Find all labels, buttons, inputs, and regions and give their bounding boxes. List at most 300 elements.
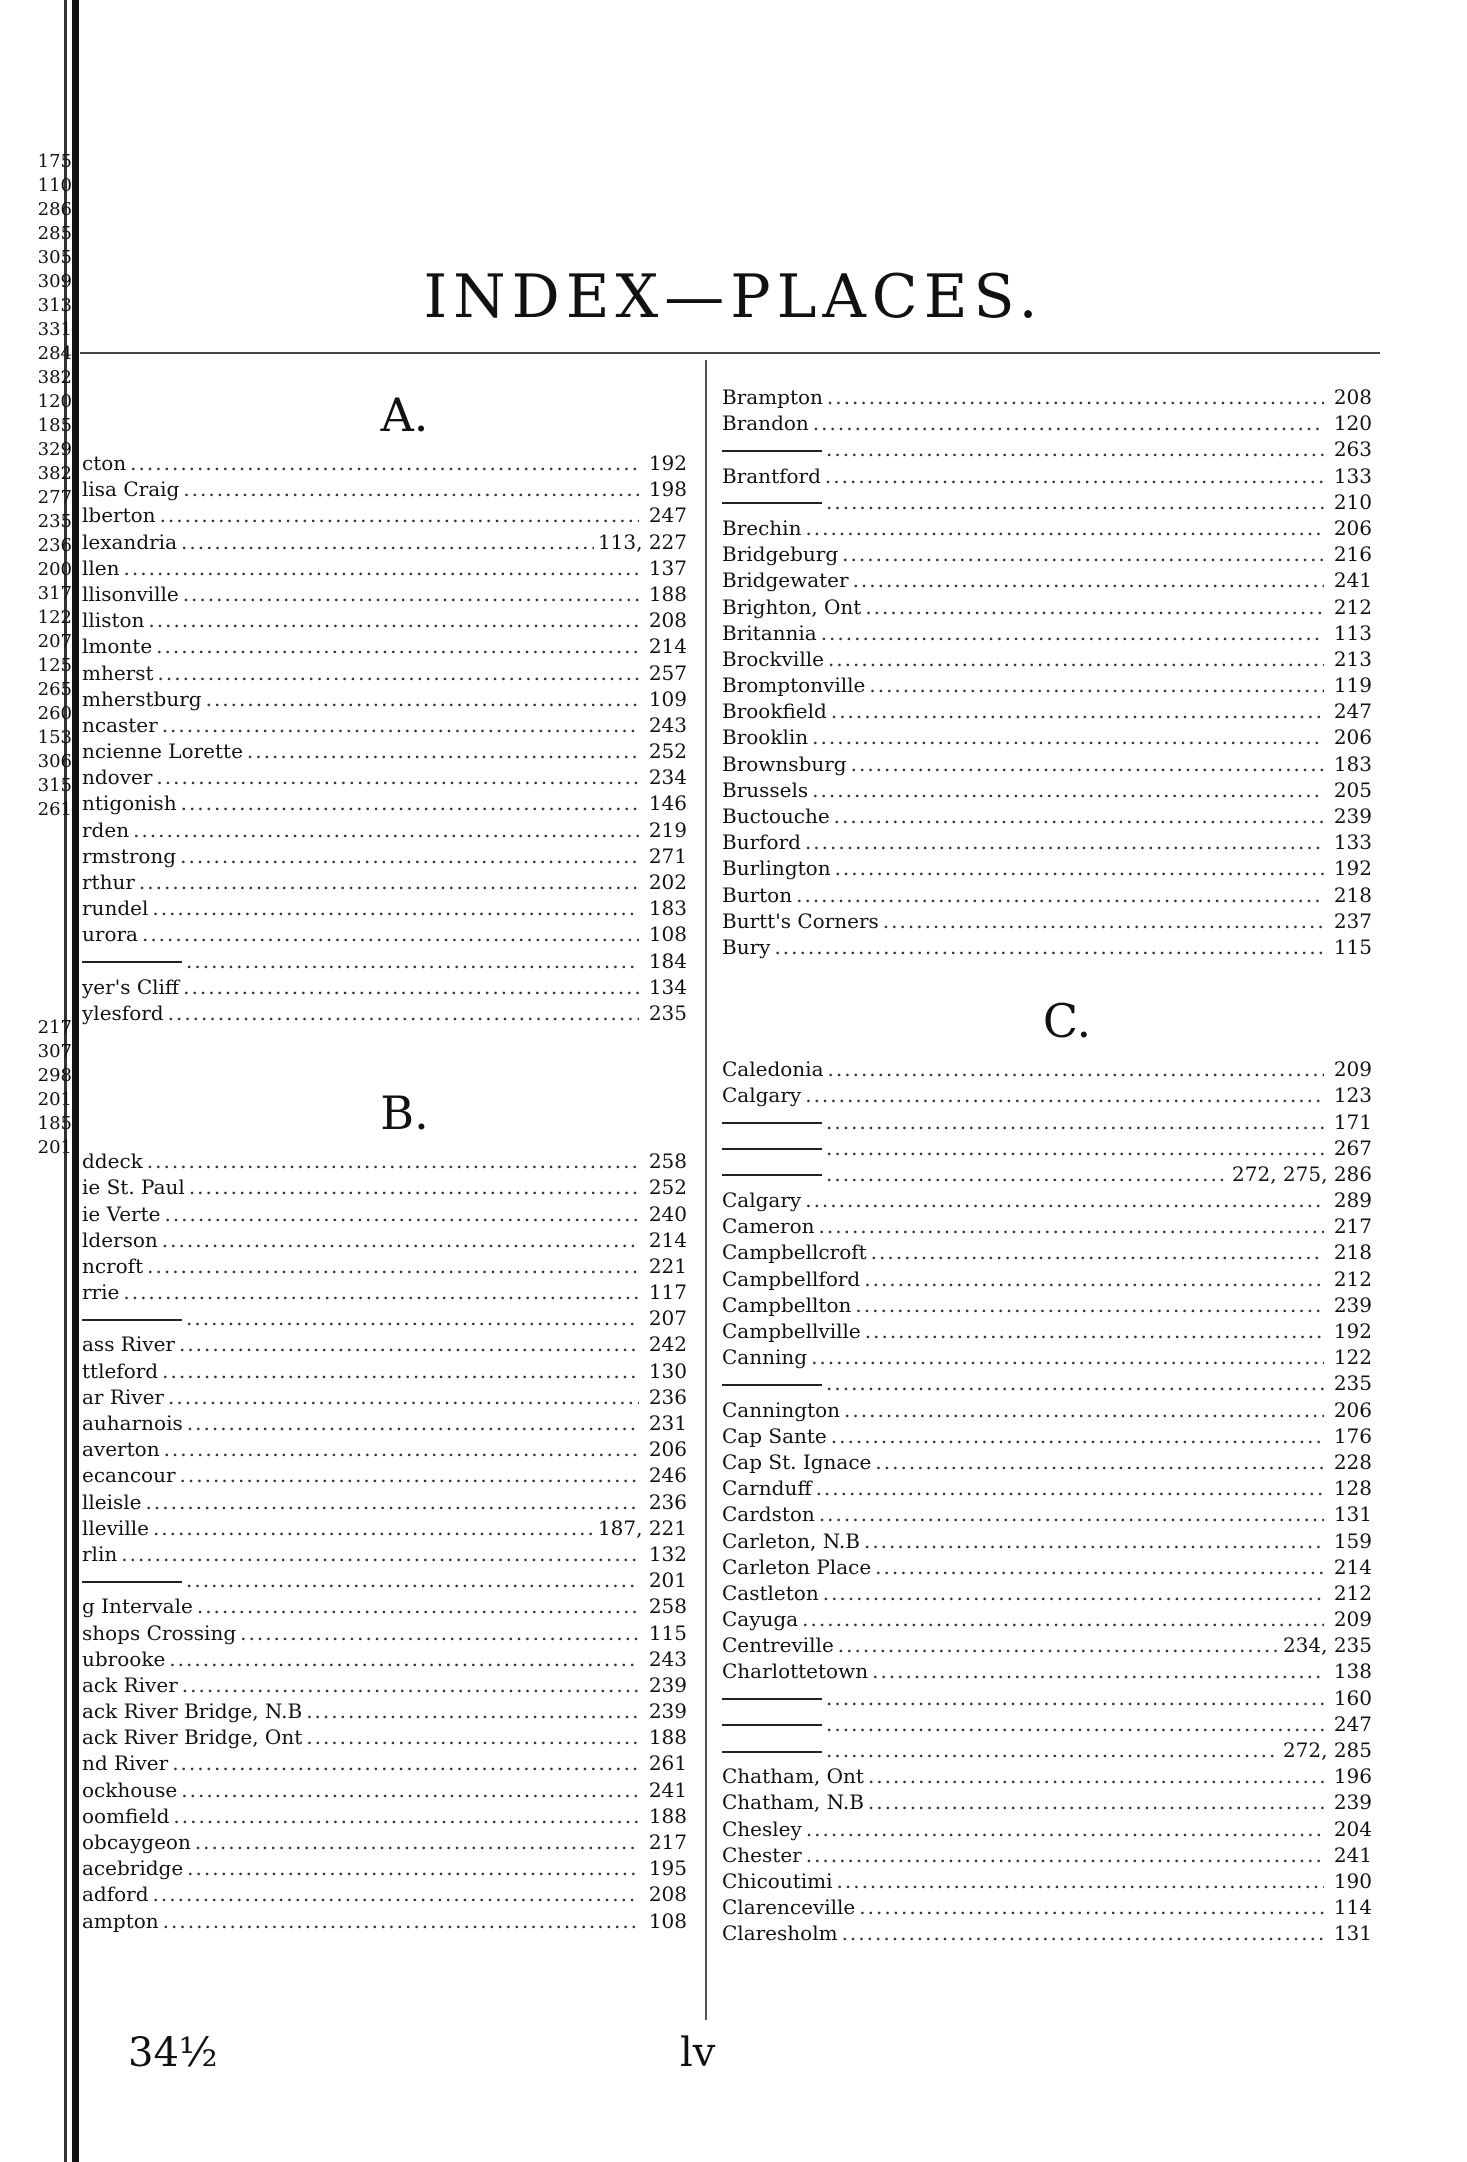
entry-pages: 247 <box>648 503 687 528</box>
leader-dots <box>828 646 1324 672</box>
facing-page-number: 185 <box>37 1113 72 1134</box>
entry-place-name: ar River <box>82 1384 164 1409</box>
leader-dots <box>868 1763 1324 1789</box>
entry-place-name: Caledonia <box>722 1057 824 1082</box>
leader-dots <box>121 1541 639 1567</box>
entry-place-name: ttleford <box>82 1358 159 1383</box>
entry-pages: 134 <box>648 974 687 999</box>
entry-pages: 188 <box>648 581 687 606</box>
ditto-dash <box>82 1581 182 1583</box>
index-entry <box>722 646 1372 672</box>
entry-place-name: oomfield <box>82 1803 170 1828</box>
leader-dots <box>823 1580 1324 1606</box>
index-entry <box>82 1148 687 1174</box>
leader-dots <box>240 1620 639 1646</box>
entry-pages: 289 <box>1333 1188 1372 1213</box>
index-entry <box>722 1711 1372 1737</box>
entry-place-name: Chatham, Ont <box>722 1764 864 1789</box>
leader-dots <box>164 1201 639 1227</box>
entry-pages: 239 <box>648 1699 687 1724</box>
entry-pages: 228 <box>1333 1449 1372 1474</box>
leader-dots <box>828 1056 1324 1082</box>
index-entry <box>722 620 1372 646</box>
entry-pages: 130 <box>648 1358 687 1383</box>
leader-dots <box>147 1253 639 1279</box>
leader-dots <box>826 489 1324 515</box>
entry-place-name: Brechin <box>722 515 802 540</box>
entry-pages: 137 <box>648 555 687 580</box>
index-entry <box>82 1803 687 1829</box>
entry-pages: 108 <box>648 922 687 947</box>
index-entry <box>82 476 687 502</box>
index-entry <box>82 843 687 869</box>
entry-place-name: lberton <box>82 503 156 528</box>
entry-place-name: ampton <box>82 1908 159 1933</box>
leader-dots <box>774 934 1324 960</box>
entry-pages: 239 <box>648 1672 687 1697</box>
entry-pages: 201 <box>648 1568 687 1593</box>
entry-place-name: ack River <box>82 1672 178 1697</box>
page-title: INDEX—PLACES. <box>423 262 1044 332</box>
index-entry <box>722 541 1372 567</box>
index-entry <box>82 869 687 895</box>
leader-dots <box>247 738 639 764</box>
entry-pages: 109 <box>648 686 687 711</box>
entry-pages: 108 <box>648 1908 687 1933</box>
leader-dots <box>802 1606 1324 1632</box>
facing-page-number: 125 <box>37 655 72 676</box>
index-entry <box>82 1305 687 1331</box>
facing-page-number: 317 <box>37 583 72 604</box>
entry-place-name <box>722 489 822 515</box>
leader-dots <box>187 1855 639 1881</box>
index-entry <box>722 515 1372 541</box>
entry-pages: 212 <box>1333 594 1372 619</box>
entry-pages: 206 <box>1333 1397 1372 1422</box>
entry-place-name: Cardston <box>722 1502 815 1527</box>
facing-page-numbers <box>4 150 72 822</box>
index-entry <box>722 855 1372 881</box>
entry-pages: 205 <box>1333 777 1372 802</box>
entry-place-name: Brandon <box>722 411 809 436</box>
entry-pages: 272, 285 <box>1282 1738 1372 1762</box>
facing-page-number: 306 <box>37 751 72 772</box>
index-entry <box>82 1881 687 1907</box>
index-entry <box>82 1410 687 1436</box>
entry-pages: 212 <box>1333 1580 1372 1605</box>
entry-place-name: rrie <box>82 1280 120 1305</box>
entry-pages: 119 <box>1333 673 1372 698</box>
index-entry <box>82 502 687 528</box>
entry-pages: 131 <box>1333 1921 1372 1946</box>
index-entry <box>722 1658 1372 1684</box>
leader-dots <box>142 921 639 947</box>
entry-place-name <box>722 1109 822 1135</box>
entry-pages: 196 <box>1333 1764 1372 1789</box>
facing-page-number: 285 <box>37 223 72 244</box>
entry-place-name: adford <box>82 1882 149 1907</box>
leader-dots <box>864 1266 1324 1292</box>
facing-page-number: 329 <box>37 439 72 460</box>
ditto-dash <box>722 1724 822 1726</box>
entry-pages: 206 <box>648 1437 687 1462</box>
index-entry <box>82 1515 687 1541</box>
entry-pages: 131 <box>1333 1502 1372 1527</box>
entry-place-name <box>722 436 822 462</box>
leader-dots <box>831 698 1324 724</box>
entry-pages: 212 <box>1333 1266 1372 1291</box>
leader-dots <box>819 1213 1324 1239</box>
entry-pages: 113, 227 <box>597 529 687 554</box>
index-entry <box>82 895 687 921</box>
leader-dots <box>806 1816 1324 1842</box>
index-entry <box>82 1279 687 1305</box>
index-entry <box>722 908 1372 934</box>
entry-place-name: averton <box>82 1437 160 1462</box>
index-entry <box>722 1737 1372 1763</box>
entry-pages: 234 <box>648 765 687 790</box>
entry-place-name: Chicoutimi <box>722 1868 833 1893</box>
index-entry <box>722 829 1372 855</box>
entry-pages: 190 <box>1333 1868 1372 1893</box>
leader-dots <box>162 712 639 738</box>
entry-place-name: Centreville <box>722 1633 834 1658</box>
entry-place-name: ecancour <box>82 1463 176 1488</box>
leader-dots <box>805 515 1324 541</box>
leader-dots <box>853 567 1324 593</box>
leader-dots <box>168 1384 639 1410</box>
entry-pages: 133 <box>1333 463 1372 488</box>
entry-pages: 209 <box>1333 1057 1372 1082</box>
entry-pages: 239 <box>1333 804 1372 828</box>
ditto-dash <box>722 1384 822 1386</box>
entry-place-name: Bromptonville <box>722 673 866 698</box>
index-entry <box>722 1685 1372 1711</box>
index-entry <box>82 1227 687 1253</box>
entry-pages: 235 <box>648 1000 687 1025</box>
leader-dots <box>806 1842 1324 1868</box>
entry-pages: 213 <box>1333 646 1372 671</box>
entry-pages: 214 <box>648 634 687 659</box>
facing-page-number: 153 <box>37 727 72 748</box>
facing-page-number: 217 <box>37 1017 72 1038</box>
entry-place-name: Brookfield <box>722 699 827 724</box>
entry-pages: 267 <box>1333 1135 1372 1160</box>
entry-pages: 138 <box>1333 1659 1372 1684</box>
index-entry <box>722 751 1372 777</box>
entry-pages: 192 <box>1333 1319 1372 1343</box>
facing-page-number: 315 <box>37 775 72 796</box>
index-entry <box>722 1109 1372 1135</box>
entry-pages: 122 <box>1333 1345 1372 1370</box>
entry-pages: 114 <box>1333 1895 1372 1920</box>
index-entry <box>722 1894 1372 1920</box>
entry-place-name <box>722 1737 822 1763</box>
entry-place-name <box>722 1685 822 1711</box>
leader-dots <box>147 1148 639 1174</box>
entry-pages: 218 <box>1333 882 1372 907</box>
entry-place-name: mherstburg <box>82 686 202 711</box>
leader-dots <box>183 974 639 1000</box>
entry-pages: 271 <box>648 843 687 868</box>
entry-pages: 188 <box>648 1803 687 1828</box>
entry-pages: 242 <box>648 1332 687 1357</box>
facing-page-number: 313 <box>37 295 72 316</box>
index-entry <box>82 1541 687 1567</box>
leader-dots <box>826 1685 1324 1711</box>
entry-place-name: rundel <box>82 896 149 921</box>
index-entry <box>82 607 687 633</box>
index-entry <box>722 1554 1372 1580</box>
index-entry <box>722 1763 1372 1789</box>
facing-page-number: 235 <box>37 511 72 532</box>
index-entry <box>82 1201 687 1227</box>
leader-dots <box>197 1593 639 1619</box>
leader-dots <box>855 1292 1324 1318</box>
index-entry <box>722 1344 1372 1370</box>
entry-place-name: ass River <box>82 1332 175 1357</box>
index-entry <box>722 1816 1372 1842</box>
facing-page-number: 284 <box>37 343 72 364</box>
ditto-dash <box>82 961 182 963</box>
leader-dots <box>826 1711 1324 1737</box>
leader-dots <box>826 1135 1324 1161</box>
facing-page-number: 286 <box>37 199 72 220</box>
section-letter-c: C. <box>1042 994 1092 1049</box>
entry-pages: 235 <box>1333 1371 1372 1396</box>
index-entry <box>722 1187 1372 1213</box>
index-entry <box>82 1384 687 1410</box>
entry-place-name: Bury <box>722 934 771 959</box>
entry-pages: 206 <box>1333 725 1372 750</box>
entry-pages: 239 <box>1333 1292 1372 1317</box>
leader-dots <box>842 1920 1324 1946</box>
ditto-dash <box>722 1122 822 1124</box>
entry-place-name: Charlottetown <box>722 1659 869 1684</box>
leader-dots <box>152 895 639 921</box>
entry-place-name: Chesley <box>722 1816 802 1841</box>
entry-pages: 218 <box>1333 1240 1372 1265</box>
entry-place-name: cton <box>82 451 127 475</box>
leader-dots <box>306 1724 639 1750</box>
entry-place-name <box>722 1161 822 1187</box>
entry-place-name: Burton <box>722 882 793 907</box>
index-entry <box>82 633 687 659</box>
entry-place-name: Carleton, N.B <box>722 1528 860 1553</box>
entry-pages: 217 <box>1333 1214 1372 1239</box>
facing-page-number: 277 <box>37 487 72 508</box>
entry-place-name <box>722 1135 822 1161</box>
leader-dots <box>883 908 1324 934</box>
leader-dots <box>158 660 639 686</box>
entry-pages: 261 <box>648 1751 687 1776</box>
entry-place-name: Castleton <box>722 1580 819 1605</box>
index-entry <box>722 882 1372 908</box>
entry-place-name: Bridgeburg <box>722 542 839 567</box>
entry-pages: 195 <box>648 1856 687 1881</box>
leader-dots <box>826 1370 1324 1396</box>
facing-page-number: 331 <box>37 319 72 340</box>
entry-pages: 231 <box>648 1411 687 1435</box>
entry-place-name: Clarenceville <box>722 1895 856 1920</box>
entry-pages: 202 <box>648 870 687 894</box>
leader-dots <box>186 1567 639 1593</box>
entry-pages: 192 <box>648 451 687 475</box>
entry-pages: 241 <box>648 1777 687 1802</box>
entry-place-name: Campbellcroft <box>722 1240 867 1265</box>
index-entry <box>722 1370 1372 1396</box>
section-letter-b: B. <box>380 1086 429 1141</box>
entry-place-name: shops Crossing <box>82 1620 237 1645</box>
entry-place-name: ie Verte <box>82 1201 161 1226</box>
index-entry <box>722 567 1372 593</box>
entry-pages: 258 <box>648 1149 687 1174</box>
entry-pages: 187, 221 <box>597 1515 687 1540</box>
entry-place-name: llisonville <box>82 581 179 606</box>
facing-page-number: 185 <box>37 415 72 436</box>
leader-dots <box>123 1279 639 1305</box>
entry-pages: 209 <box>1333 1607 1372 1632</box>
entry-place-name: Chester <box>722 1842 802 1867</box>
entry-place-name: Calgary <box>722 1188 802 1213</box>
entry-pages: 207 <box>648 1306 687 1331</box>
facing-page-number: 120 <box>37 391 72 412</box>
entry-pages: 117 <box>648 1280 687 1305</box>
entry-place-name <box>82 948 182 974</box>
entry-place-name: Campbellford <box>722 1266 861 1291</box>
leader-dots <box>812 777 1324 803</box>
leader-dots <box>162 1227 639 1253</box>
entry-place-name: Campbellville <box>722 1319 861 1343</box>
ditto-dash <box>722 1698 822 1700</box>
leader-dots <box>805 829 1324 855</box>
index-entry <box>722 1213 1372 1239</box>
leader-dots <box>182 1672 639 1698</box>
leader-dots <box>206 686 639 712</box>
index-entry <box>722 1056 1372 1082</box>
index-entry <box>722 1842 1372 1868</box>
facing-page-number: 261 <box>37 799 72 820</box>
index-entry <box>722 1449 1372 1475</box>
leader-dots <box>187 1410 639 1436</box>
leader-dots <box>195 1829 639 1855</box>
entry-pages: 257 <box>648 660 687 685</box>
leader-dots <box>160 502 639 528</box>
leader-dots <box>179 1331 639 1357</box>
entry-place-name: lderson <box>82 1227 158 1252</box>
entry-place-name: Brockville <box>722 646 824 671</box>
facing-page-number: 382 <box>37 463 72 484</box>
leader-dots <box>146 1489 639 1515</box>
index-entry <box>722 1423 1372 1449</box>
leader-dots <box>871 1239 1324 1265</box>
leader-dots <box>875 1554 1324 1580</box>
leader-dots <box>805 1082 1324 1108</box>
entry-pages: 208 <box>1333 385 1372 409</box>
facing-page-number: 265 <box>37 679 72 700</box>
leader-dots <box>186 948 639 974</box>
leader-dots <box>835 855 1324 881</box>
entry-pages: 243 <box>648 1646 687 1671</box>
index-entry <box>82 1436 687 1462</box>
leader-dots <box>851 751 1324 777</box>
index-entry <box>722 410 1372 436</box>
entry-pages: 240 <box>648 1201 687 1226</box>
entry-place-name: lleisle <box>82 1489 142 1514</box>
facing-page-numbers-lower <box>4 1016 72 1160</box>
index-entry <box>82 1593 687 1619</box>
entry-place-name: Calgary <box>722 1083 802 1108</box>
entry-pages: 192 <box>1333 856 1372 881</box>
facing-page-number: 305 <box>37 247 72 268</box>
section-a-list <box>82 450 687 1026</box>
leader-dots <box>124 555 639 581</box>
entry-pages: 243 <box>648 712 687 737</box>
signature-mark: 34½ <box>128 2030 218 2076</box>
entry-place-name: rthur <box>82 870 135 894</box>
index-entry <box>82 1829 687 1855</box>
index-entry <box>82 1908 687 1934</box>
entry-pages: 237 <box>1333 908 1372 933</box>
entry-place-name: Britannia <box>722 620 817 645</box>
entry-place-name: Cayuga <box>722 1607 799 1632</box>
index-entry <box>722 1528 1372 1554</box>
section-b-list <box>82 1148 687 1934</box>
entry-place-name: ylesford <box>82 1000 164 1025</box>
entry-place-name: ack River Bridge, N.B <box>82 1699 303 1724</box>
index-entry <box>82 764 687 790</box>
index-entry <box>722 1920 1372 1946</box>
leader-dots <box>821 620 1324 646</box>
entry-place-name: urora <box>82 922 138 947</box>
leader-dots <box>156 764 639 790</box>
entry-place-name: Cap Sante <box>722 1423 827 1448</box>
index-entry <box>722 777 1372 803</box>
index-entry <box>722 1239 1372 1265</box>
column-divider <box>705 360 707 2020</box>
entry-pages: 133 <box>1333 830 1372 855</box>
entry-pages: 113 <box>1333 620 1372 645</box>
entry-pages: 236 <box>648 1489 687 1514</box>
entry-place-name: Chatham, N.B <box>722 1790 864 1815</box>
entry-pages: 234, 235 <box>1282 1633 1372 1658</box>
entry-place-name: Bridgewater <box>722 568 849 593</box>
entry-pages: 272, 275, 286 <box>1232 1161 1372 1186</box>
index-entry <box>722 1475 1372 1501</box>
section-c-list <box>722 1056 1372 1946</box>
leader-dots <box>168 1000 639 1026</box>
index-entry <box>82 1698 687 1724</box>
leader-dots <box>842 541 1324 567</box>
leader-dots <box>825 463 1324 489</box>
index-entry <box>82 555 687 581</box>
facing-page-number: 298 <box>37 1065 72 1086</box>
entry-pages: 184 <box>648 948 687 973</box>
leader-dots <box>796 882 1324 908</box>
entry-place-name: Brownsburg <box>722 751 847 776</box>
leader-dots <box>306 1698 639 1724</box>
left-column <box>82 380 687 1934</box>
index-entry <box>722 1868 1372 1894</box>
entry-pages: 208 <box>648 608 687 633</box>
ditto-dash <box>722 502 822 504</box>
index-entry <box>722 698 1372 724</box>
index-entry <box>82 738 687 764</box>
entry-place-name: Brighton, Ont <box>722 594 862 619</box>
leader-dots <box>838 1632 1279 1658</box>
facing-page-number: 382 <box>37 367 72 388</box>
ditto-dash <box>722 1148 822 1150</box>
